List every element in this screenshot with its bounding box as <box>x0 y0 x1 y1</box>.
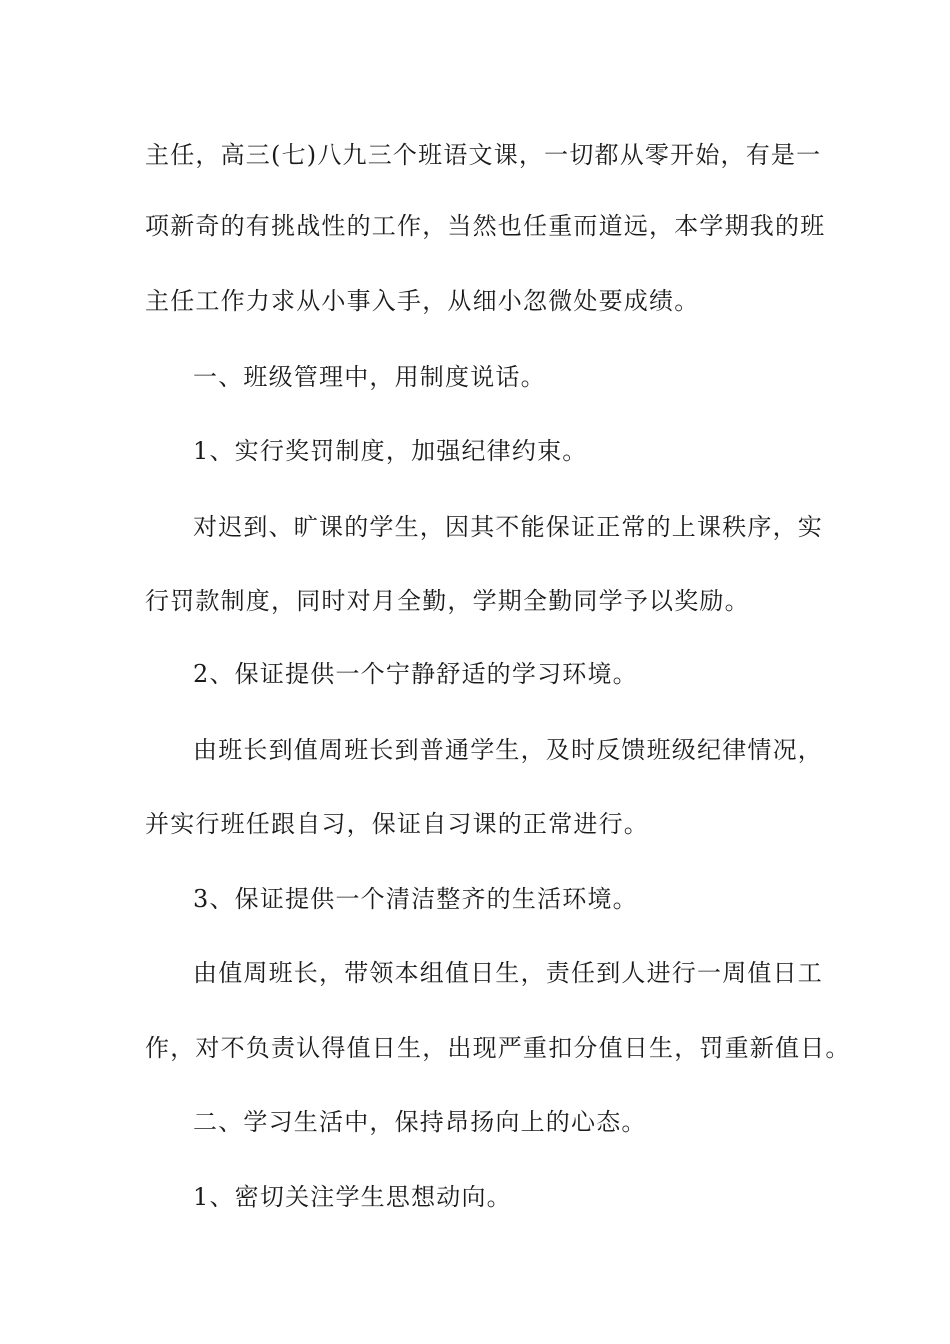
subsection-heading: 2、保证提供一个宁静舒适的学习环境。 <box>193 660 638 688</box>
paragraph-line: 行罚款制度，同时对月全勤，学期全勤同学予以奖励。 <box>145 587 750 615</box>
paragraph-line: 主任工作力求从小事入手，从细小忽微处要成绩。 <box>145 287 700 315</box>
paragraph-line: 项新奇的有挑战性的工作，当然也任重而道远，本学期我的班 <box>145 212 826 240</box>
paragraph-line: 对迟到、旷课的学生，因其不能保证正常的上课秩序，实 <box>193 513 823 541</box>
paragraph-line: 并实行班任跟自习，保证自习课的正常进行。 <box>145 810 649 838</box>
subsection-heading: 1、密切关注学生思想动向。 <box>193 1183 512 1211</box>
paragraph-line: 作，对不负责认得值日生，出现严重扣分值日生，罚重新值日。 <box>145 1034 851 1062</box>
subsection-heading: 3、保证提供一个清洁整齐的生活环境。 <box>193 885 638 913</box>
subsection-heading: 1、实行奖罚制度，加强纪律约束。 <box>193 437 588 465</box>
paragraph-line: 由值周班长，带领本组值日生，责任到人进行一周值日工 <box>193 959 823 987</box>
paragraph-line: 由班长到值周班长到普通学生，及时反馈班级纪律情况， <box>193 736 823 764</box>
paragraph-line: 主任，高三(七)八九三个班语文课，一切都从零开始，有是一 <box>145 141 822 169</box>
section-heading: 一、班级管理中，用制度说话。 <box>193 363 546 391</box>
section-heading: 二、学习生活中，保持昂扬向上的心态。 <box>193 1108 647 1136</box>
